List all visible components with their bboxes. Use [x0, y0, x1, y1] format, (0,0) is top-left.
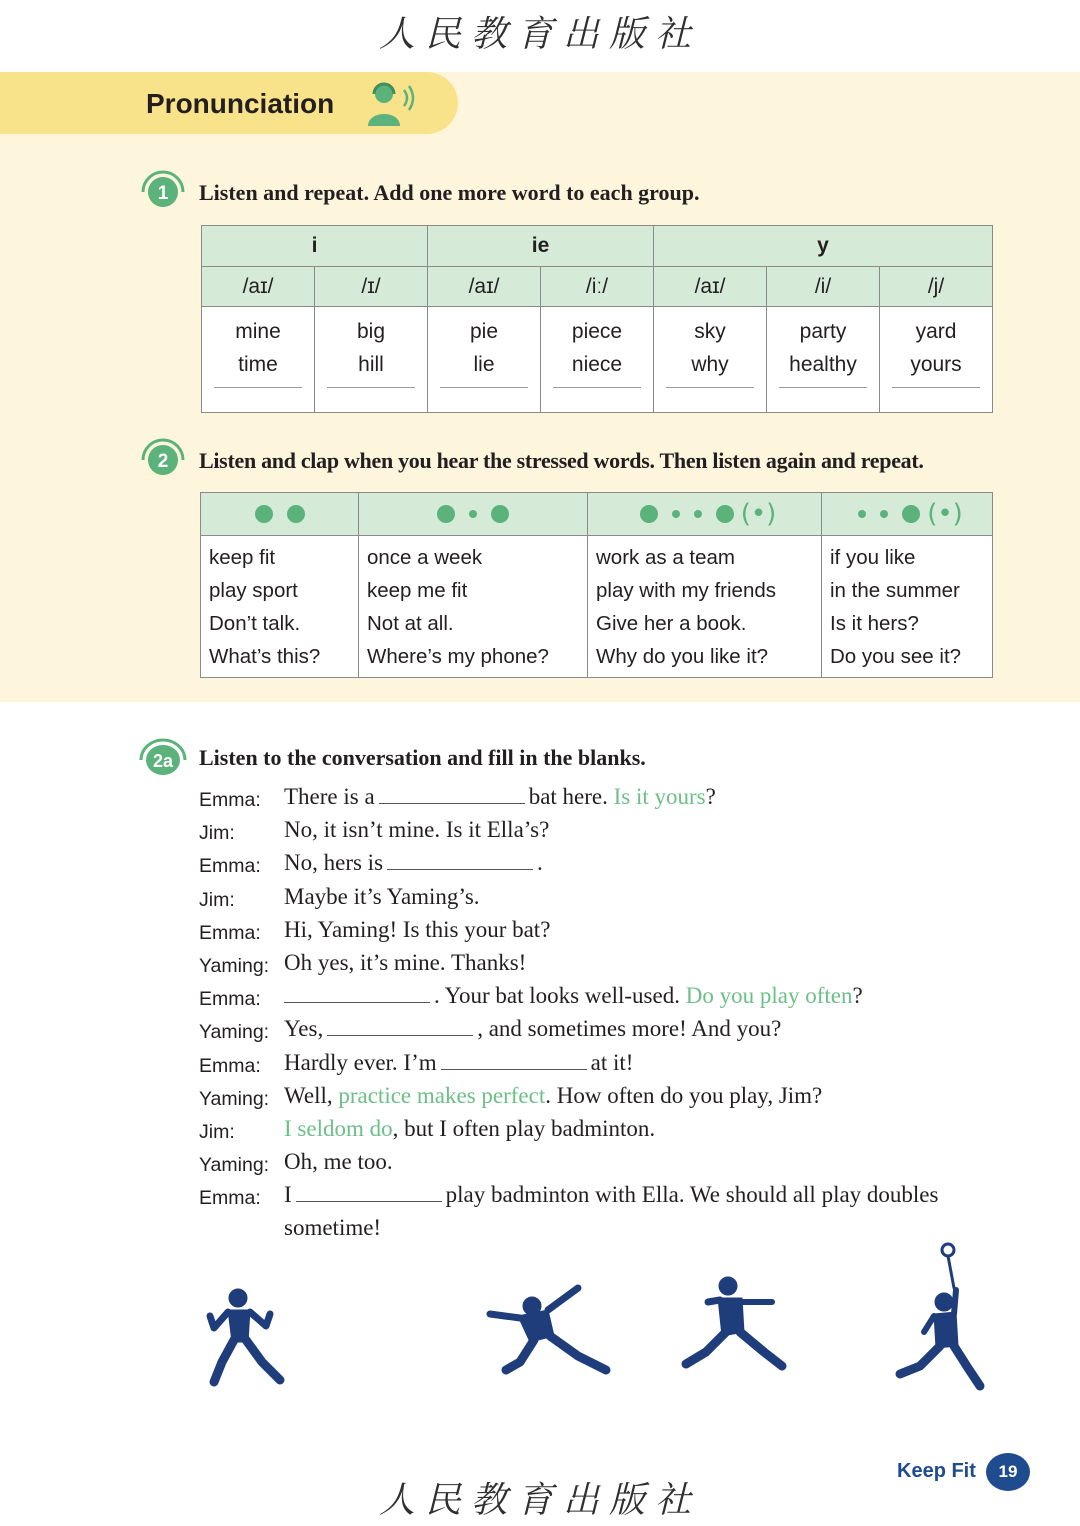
fill-blank[interactable] — [284, 983, 430, 1003]
stress-pattern-4 — [822, 493, 993, 536]
speaker: Emma: — [199, 988, 261, 1011]
conversation — [199, 784, 1009, 1249]
jumping-badminton-player-figure — [900, 1244, 980, 1386]
highlighted-phrase: Do you play often — [685, 983, 853, 1009]
speaker: Emma: — [199, 1187, 261, 1210]
exercise-2a-instruction: Listen to the conversation and fill in the blanks. — [199, 745, 646, 770]
dialog-line: Jim: Maybe it’s Yaming’s. — [199, 883, 480, 911]
exercise-2-instruction: Listen and clap when you hear the stressed words. Then listen again and repeat. — [199, 448, 924, 473]
tennis-player-figure — [490, 1288, 606, 1370]
dialog-line: Yaming: Oh yes, it’s mine. Thanks! — [199, 949, 527, 977]
dialog-line: Jim: No, it isn’t mine. Is it Ella’s? — [199, 817, 550, 845]
word-blank-line[interactable] — [327, 387, 415, 388]
speaker: Jim: — [199, 822, 235, 845]
speaker: Yaming: — [199, 1087, 270, 1110]
sport-figures — [0, 1240, 1080, 1400]
word-blank-line[interactable] — [666, 387, 754, 388]
sound-header: /i/ — [767, 267, 880, 307]
speaker: Yaming: — [199, 1021, 270, 1044]
sound-header: /iː/ — [541, 267, 654, 307]
phrase-column: if you like in the summer Is it hers? Do you see it? — [822, 536, 993, 678]
speaker: Yaming: — [199, 1154, 270, 1177]
dialog-line: Yaming: Yes, , and sometimes more! And you? — [199, 1016, 782, 1044]
fill-blank[interactable] — [327, 1016, 473, 1036]
speaker: Emma: — [199, 921, 261, 944]
word-blank-line[interactable] — [892, 387, 980, 388]
word-cell: piece niece — [541, 307, 654, 413]
publisher-logo-bottom: 人民教育出版社 — [378, 1480, 701, 1521]
phrase-column: work as a team play with my friends Give her a book. Why do you like it? — [588, 536, 822, 678]
letter-header: i — [202, 226, 428, 267]
exercise-1-instruction: Listen and repeat. Add one more word to each group. — [199, 180, 700, 205]
dialog-line: Emma: . Your bat looks well-used. Do you play often? — [199, 983, 863, 1011]
dialog-line: Emma: Hardly ever. I’m at it! — [199, 1049, 634, 1077]
highlighted-phrase: Is it yours — [613, 784, 706, 809]
word-cell: pie lie — [428, 307, 541, 413]
word-cell: big hill — [315, 307, 428, 413]
word-cell: sky why — [654, 307, 767, 413]
fill-blank[interactable] — [441, 1050, 587, 1070]
stress-pattern-3 — [588, 493, 822, 536]
exercise-2-badge-icon — [140, 432, 186, 478]
dialog-line: Emma: I play badminton with Ella. We should all play doubles — [199, 1182, 939, 1210]
sound-header: /aɪ/ — [202, 267, 315, 307]
sound-header: /aɪ/ — [654, 267, 767, 307]
dialog-line: Emma: No, hers is . — [199, 850, 543, 878]
word-blank-line[interactable] — [440, 387, 528, 388]
publisher-logo-top: 人民教育出版社 — [378, 14, 701, 55]
section-title: Pronunciation — [146, 88, 335, 119]
stress-pattern-2 — [359, 493, 588, 536]
word-blank-line[interactable] — [553, 387, 641, 388]
sound-header: /aɪ/ — [428, 267, 541, 307]
badminton-player-figure — [686, 1277, 782, 1366]
word-cell: party healthy — [767, 307, 880, 413]
dialog-line: Emma: Hi, Yaming! Is this your bat? — [199, 916, 551, 944]
listening-person-icon — [366, 80, 418, 128]
speaker: Jim: — [199, 1120, 235, 1143]
letter-header: y — [654, 226, 993, 267]
dialog-line: sometime! — [284, 1215, 382, 1241]
word-blank-line[interactable] — [214, 387, 302, 388]
phrase-column: keep fit play sport Don’t talk. What’s this? — [201, 536, 359, 678]
phrase-column: once a week keep me fit Not at all. Where’s my phone? — [359, 536, 588, 678]
dialog-line: Yaming: Well, practice makes perfect. How often do you play, Jim? — [199, 1082, 823, 1110]
optional-weak-beat: (•) — [927, 499, 963, 529]
speaker: Emma: — [199, 789, 261, 811]
exercise-1-number: 1 — [157, 183, 169, 204]
highlighted-phrase: practice makes perfect — [338, 1082, 546, 1108]
speaker: Yaming: — [199, 954, 270, 977]
fill-blank[interactable] — [387, 850, 533, 870]
word-cell: mine time — [202, 307, 315, 413]
optional-weak-beat: (•) — [740, 499, 777, 529]
speaker: Emma: — [199, 1054, 261, 1077]
fill-blank[interactable] — [296, 1182, 442, 1202]
stress-pattern-1 — [201, 493, 359, 536]
exercise-2a-number: 2a — [152, 751, 174, 771]
speaker: Jim: — [199, 888, 235, 911]
stress-pattern-table — [200, 492, 993, 678]
unit-title: Keep Fit — [897, 1460, 976, 1482]
highlighted-phrase: I seldom do — [284, 1115, 393, 1141]
word-cell: yard yours — [880, 307, 993, 413]
exercise-2-number: 2 — [157, 451, 169, 472]
dialog-line: Yaming: Oh, me too. — [199, 1149, 393, 1177]
exercise-1-badge-icon — [140, 164, 186, 210]
sound-header: /ɪ/ — [315, 267, 428, 307]
dialog-line: Jim: I seldom do, but I often play badminton. — [199, 1115, 656, 1143]
table-tennis-player-figure — [210, 1289, 280, 1382]
word-blank-line[interactable] — [779, 387, 867, 388]
page-number: 19 — [986, 1453, 1030, 1491]
sound-header: /j/ — [880, 267, 993, 307]
speaker: Emma: — [199, 855, 261, 878]
spelling-sound-table — [201, 225, 993, 413]
letter-header: ie — [428, 226, 654, 267]
exercise-2a-badge-icon — [138, 732, 188, 778]
fill-blank[interactable] — [379, 784, 525, 804]
dialog-line: Emma: There is a bat here. Is it yours? — [199, 784, 716, 811]
